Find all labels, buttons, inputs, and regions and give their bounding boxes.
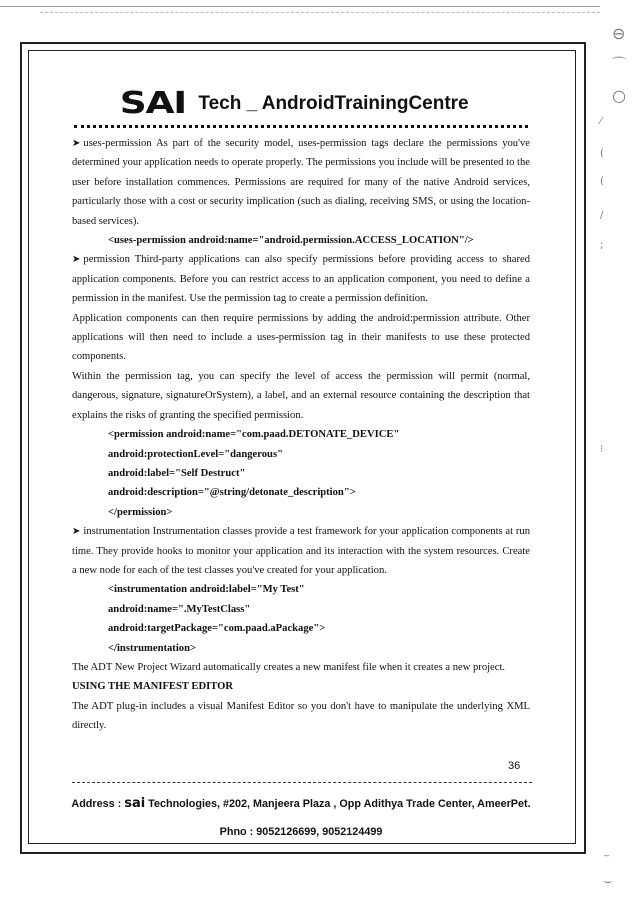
footer-address	[28, 796, 574, 811]
page-header	[28, 86, 574, 121]
paragraph-uses-permission: ➤ uses-permission As part of the security model, uses-permission tags declare the permissions you've determined your application needs to operate properly. The permissions you include will be presented to the user before installation commences. Permissions are required for many of the native Android services, particularly those with a cost or security implication (such as dialing, receiving SMS, or using the location-based services).	[72, 138, 530, 227]
paragraph-adt-wizard: The ADT New Project Wizard automatically creates a new manifest file when it creates a new project.	[72, 661, 506, 673]
code-line: <permission android:name="com.paad.DETONATE_DEVICE"	[108, 429, 400, 441]
code-line: android:name=".MyTestClass"	[108, 603, 251, 615]
code-line: android:protectionLevel="dangerous"	[108, 448, 283, 460]
code-line: <uses-permission android:name="android.permission.ACCESS_LOCATION"/>	[108, 235, 474, 247]
scan-mark: (	[600, 176, 604, 187]
document-body	[72, 134, 530, 736]
footer-divider	[72, 782, 532, 783]
brand-logo: SAI	[120, 86, 187, 121]
scan-mark: _	[604, 846, 609, 857]
scan-mark: ○	[612, 86, 626, 105]
section-heading: USING THE MANIFEST EDITOR	[72, 681, 234, 693]
arrow-bullet-icon: ➤	[72, 526, 81, 538]
footer-brand-logo: sai	[124, 796, 146, 811]
arrow-bullet-icon: ➤	[72, 138, 81, 149]
scan-mark: ⁝	[600, 444, 604, 455]
address-text: Technologies, #202, Manjeera Plaza , Opp Adithya Trade Center, AmeerPet.	[148, 798, 531, 810]
code-line: <instrumentation android:label="My Test"	[108, 584, 305, 596]
scan-mark: ⁄	[600, 116, 602, 127]
header-divider	[74, 125, 528, 128]
code-line: android:targetPackage="com.paad.aPackage">	[108, 623, 326, 635]
scan-mark: ⌒	[612, 57, 626, 73]
arrow-bullet-icon: ➤	[72, 254, 81, 266]
scan-edge-dashes	[40, 12, 600, 13]
paragraph-instrumentation: ➤ instrumentation Instrumentation classes provide a test framework for your application components at run time. They provide hooks to monitor your application and its interaction with the system resources. Create a new node for each of the test classes you've created for your application.	[72, 526, 530, 576]
code-line: </instrumentation>	[108, 642, 196, 654]
footer-phone: Phno : 9052126699, 9052124499	[219, 826, 383, 838]
code-line: </permission>	[108, 506, 173, 518]
page-number: 36	[508, 760, 521, 772]
scan-mark: /	[600, 210, 604, 221]
page-title: Tech _ AndroidTrainingCentre	[198, 92, 469, 114]
scan-mark: (	[600, 148, 604, 159]
paragraph-manifest-editor: The ADT plug-in includes a visual Manifest Editor so you don't have to manipulate the underlying XML directly.	[72, 700, 530, 732]
scan-mark: ⌣	[604, 874, 612, 888]
address-label: Address :	[71, 798, 122, 810]
paragraph-permission: ➤ permission Third-party applications can also specify permissions before providing access to shared application components. Before you can restrict access to an application component, you need to define a permission in the manifest. Use the permission tag to create a permission definition.	[72, 254, 530, 305]
paragraph-components: Application components can then require permissions by adding the android:permission attribute. Other applications will then need to include a uses-permission tag in their manifests to use these protected components.	[72, 312, 530, 363]
scan-mark: ⊖	[612, 24, 626, 43]
scan-mark: ;	[600, 240, 604, 251]
paragraph-permission-tag: Within the permission tag, you can specify the level of access the permission will permit (normal, dangerous, signature, signatureOrSystem), a label, and an external resource containing the description that explains the risks of granting the specified permission.	[72, 370, 530, 421]
code-line: android:description="@string/detonate_description">	[108, 487, 356, 499]
code-line: android:label="Self Destruct"	[108, 467, 246, 479]
scan-edge-line	[0, 6, 600, 7]
